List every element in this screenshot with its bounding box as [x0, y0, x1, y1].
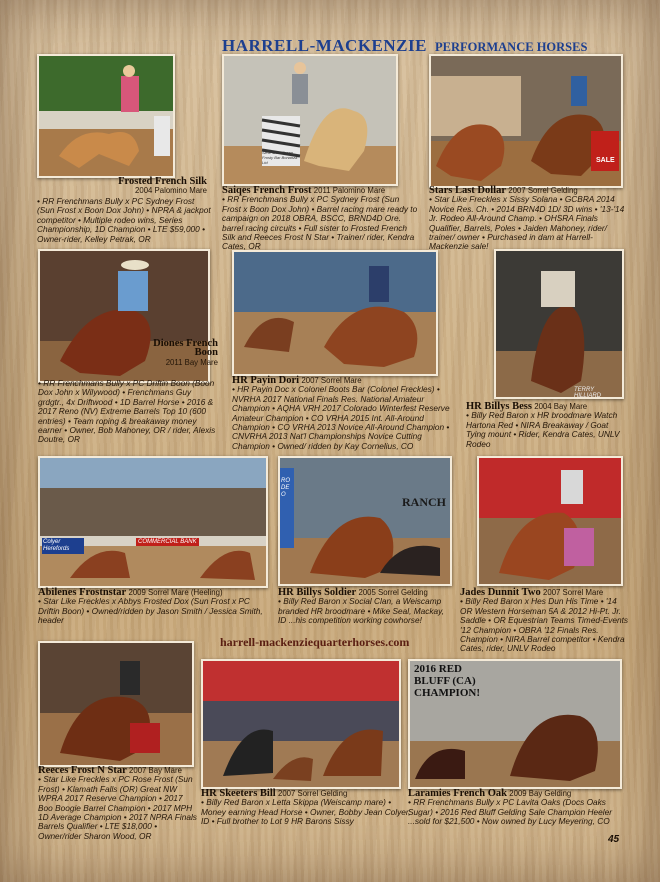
- caption-hr-payin-dori: [232, 376, 452, 451]
- barrel-sign: SALE: [593, 156, 618, 165]
- horse-name: HR Payin Dori: [232, 375, 300, 386]
- horse-desc: • Billy Red Baron x HR broodmare Watch Hartona Red • NIRA Breakaway / Goat Tying mount • Rider, Kendra Cates, UNLV Rodeo: [466, 410, 620, 449]
- photo-reeces-frost-n-star: [38, 641, 194, 767]
- horse-meta: 2004 Palomino Mare: [135, 186, 207, 196]
- horse-meta: 2011 Bay Mare: [165, 357, 218, 367]
- photo-watermark: TERRY HILLIARD: [574, 387, 602, 399]
- horse-desc: • RR Frenchmans Bully x PC Sydney Frost (Sun Frost x Boon Dox John) • Barrel racing mare ready to campaign on 2018 OBRA, BSCC, BRND4D Ore. barrel racing circuits • Full sister to Frosted French Silk and Reeces Frost N Star • Trainer/ rider, Kendra Cates, OR: [222, 194, 418, 252]
- banner-colyer: Colyer Herefords: [42, 538, 84, 554]
- photo-hr-skeeters-bill: [201, 659, 401, 789]
- horse-name: Laramies French Oak: [408, 788, 507, 799]
- caption-saiqes-french-frost: [222, 186, 418, 252]
- horse-desc: • RR Frenchmans Bully x PC Lavita Oaks (Docs Oaks Sugar) • 2016 Red Bluff Gelding Sale Champion Heeler ...sold for $21,500 • Now owned by Lucy Meyering, CO: [408, 797, 612, 827]
- horse-name: Abilenes Frostnstar: [38, 587, 127, 598]
- caption-hr-skeeters-bill: [201, 789, 413, 827]
- caption-reeces-frost-n-star: [38, 766, 198, 841]
- photo-hr-billys-bess: [494, 249, 624, 399]
- rodeo-sign: RODEO: [281, 478, 290, 498]
- horse-meta: 2007 Sorrel Mare: [543, 588, 604, 597]
- banner-commercial: COMMERCIAL BANK: [138, 539, 197, 545]
- horse-name: Frosted French Silk: [118, 176, 207, 187]
- caption-jades-dunnit-two: [460, 588, 630, 654]
- barrel-label: Siete Gold Green Frosty Bar Bonanza Ltd: [262, 150, 298, 165]
- website-url[interactable]: harrell-mackenziequarterhorses.com: [220, 635, 410, 649]
- horse-meta: 2005 Sorrel Gelding: [358, 588, 428, 597]
- horse-name: Saiqes French Frost: [222, 185, 312, 196]
- caption-hr-billys-bess: [466, 402, 626, 449]
- horse-meta: 2009 Sorrel Mare (Heeling): [128, 588, 223, 597]
- horse-desc: • Billy Red Baron x Hes Dun His Time • '14 OR Western Horseman 5A & 2012 Hi-Pt. Jr. Saddle • OR Equestrian Teams Timed-Events '12 Champion • OBRA '12 Finals Res. Champion • NIRA Barrel competitor • Kendra Cates, rider, UNLV Rodeo: [460, 596, 629, 654]
- horse-name: Stars Last Dollar: [429, 185, 506, 196]
- caption-frosted-french-silk: [37, 177, 207, 196]
- horse-meta: 2007 Sorrel Mare: [301, 376, 362, 385]
- horse-desc: • Billy Red Baron x Letta Skippa (Weiscamp mare) • Money earning Head Horse • Owner, Bobby Jean Colyer, ID • Full brother to Lot 9 HR Barons Sissy: [201, 797, 411, 827]
- title-name: HARRELL-MACKENZIE: [222, 36, 427, 55]
- caption-laramies-french-oak: [408, 789, 624, 827]
- horse-desc: • HR Payin Doc x Colonel Boots Bar (Colonel Freckles) • NVRHA 2017 National Finals Res. National Amateur Champion • AQHA VRH 2017 Colorado Winterfest Reserve Amateur Champion • CO VRHA 2015 Int. All-Around Champion • CO VRHA 2013 Novice All-Around Champion • CNVRHA 2013 Nat'l Championships Novice Cutting Champion • Owned/ ridden by Kay Cornelius, CO: [232, 384, 450, 451]
- red-bluff-callout: 2016 RED BLUFF (CA) CHAMPION!: [414, 663, 480, 699]
- horse-desc: • Star Like Freckles x PC Rose Frost (Sun Frost) • Klamath Falls (OR) Great NW WPRA 2017 Reserve Champion • 2017 Boo Boogie Barrel Champion • 2017 MPH 1D Average Champion • 2017 NPRA Finals Barrels Qualifier • LTE $18,000 • Owner/rider Sharon Wood, OR: [38, 774, 197, 841]
- horse-desc: • Billy Red Baron x Social Clan, a Weiscamp branded HR broodmare • Mike Seal, Mackay, ID ...his competition working cowhorse!: [278, 596, 444, 626]
- horse-meta: 2004 Bay Mare: [534, 402, 588, 411]
- photo-jades-dunnit-two: [477, 456, 623, 586]
- photo-laramies-french-oak: [408, 659, 622, 789]
- caption-hr-billys-soldier: [278, 588, 454, 626]
- caption-diones-french-boon: [38, 339, 218, 367]
- photo-saiqes-french-frost: [222, 54, 398, 186]
- horse-name: Jades Dunnit Two: [460, 587, 541, 598]
- desc-diones-french-boon: • RR Frenchmans Bully x PC Driftin Boon (Boon Dox John x Wilywood) • Frenchmans Guy grdgtr., 4x Driftwood • 1D Barrel Horse • 2016 & 2017 Reno (NV) Extreme Barrels Top 10 (600 entries) • Team roping & breakaway money earner • Owner, Bob Mahoney, OR / rider, Alexis Doutre, OR: [38, 378, 216, 445]
- horse-meta: 2007 Sorrel Gelding: [508, 186, 578, 195]
- horse-meta: 2011 Palomino Mare: [313, 186, 386, 195]
- horse-desc: • Star Like Freckles x Sissy Solana • GCBRA 2014 Novice Res. Ch. • 2014 BRN4D 1D/ 3D wins • '13-'14 Jr. Rodeo All-Around Champ. • OHSRA Finals Qualifier, Barrels, Poles • Jaiden Mahoney, rider/ trainer/ owner • Purchased in dam at Harrell-Mackenzie sale!: [429, 194, 625, 252]
- horse-desc: • Star Like Freckles x Abbys Frosted Dox (Sun Frost x PC Driftin Boon) • Owned/ridden by Jason Smith / Jessica Smith, header: [38, 596, 263, 626]
- caption-stars-last-dollar: [429, 186, 625, 252]
- horse-meta: 2009 Bay Gelding: [509, 789, 572, 798]
- horse-name: HR Billys Soldier: [278, 587, 357, 598]
- photo-hr-billys-soldier: [278, 456, 452, 586]
- page-title: [222, 36, 587, 56]
- page-number: 45: [608, 834, 620, 845]
- photo-abilenes-frostnstar: [38, 456, 268, 588]
- horse-name: HR Skeeters Bill: [201, 788, 276, 799]
- horse-meta: 2007 Sorrel Gelding: [277, 789, 348, 798]
- horse-name: Diones French Boon: [153, 338, 218, 359]
- ranch-sign: RANCH: [402, 495, 446, 509]
- horse-meta: 2007 Bay Mare: [129, 766, 182, 775]
- title-subtitle: PERFORMANCE HORSES: [434, 40, 588, 54]
- photo-hr-payin-dori: [232, 250, 438, 376]
- horse-name: Reeces Frost N Star: [38, 765, 127, 776]
- horse-name: HR Billys Bess: [466, 401, 532, 412]
- photo-frosted-french-silk: [37, 54, 175, 178]
- caption-abilenes-frostnstar: [38, 588, 266, 626]
- desc-frosted-french-silk: • RR Frenchmans Bully x PC Sydney Frost (Sun Frost x Boon Dox John) • NPRA & jackpot competitor • Multiple rodeo wins, Series Championship, 1D Champion • LTE $59,000 • Owner-rider, Kelley Petrak, OR: [37, 196, 211, 244]
- photo-stars-last-dollar: [429, 54, 623, 188]
